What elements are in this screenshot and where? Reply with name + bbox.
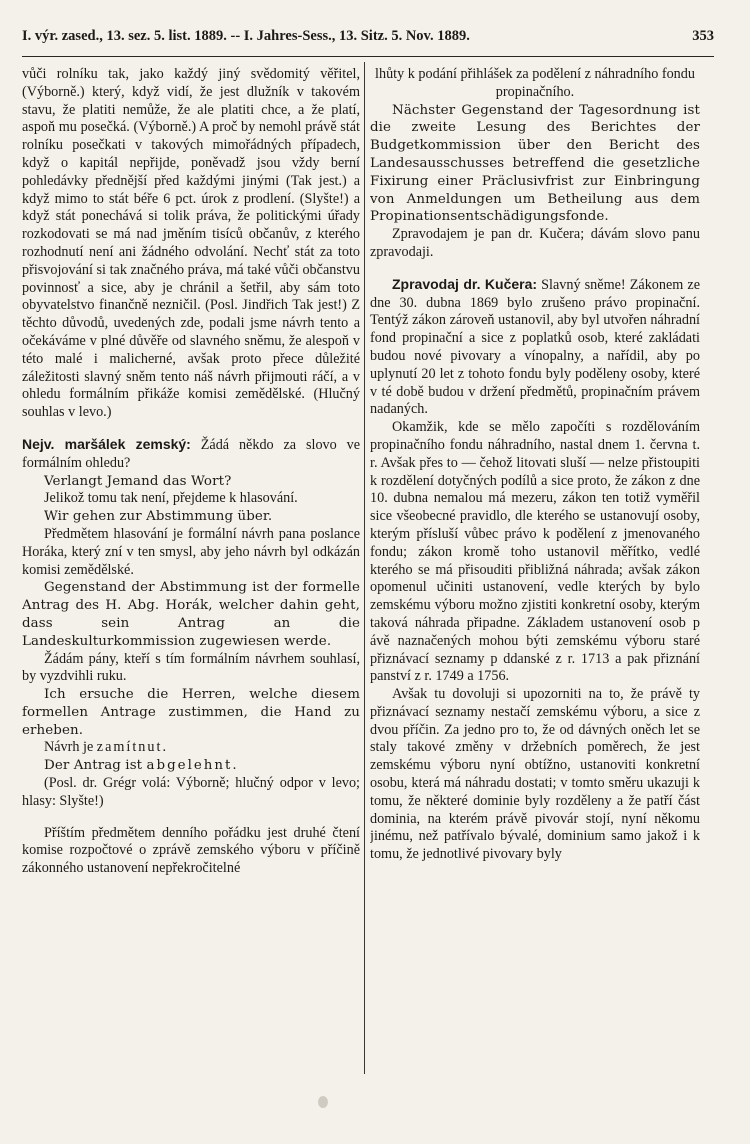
speaker-name: Nejv. maršálek zemský: — [22, 435, 191, 452]
result-label: Návrh je — [44, 739, 94, 756]
page-header — [22, 28, 714, 50]
paragraph: Zpravodajem je pan dr. Kučera; dávám slovo panu zpravodaji. — [370, 226, 700, 260]
result-label: Der Antrag ist — [44, 758, 143, 774]
paragraph-german: Nächster Gegenstand der Tagesordnung ist die zweite Lesung des Berichtes der Budgetkommission über den Bericht des Landesausschusses betreffend die gesetzliche Fixirung einer Präclusivfrist zur Einbringung von Anmeldungen um Betheilung aus dem Propinationsentschädigungsfonde. — [370, 102, 700, 225]
left-column — [22, 66, 360, 1084]
ink-smudge — [318, 1096, 328, 1108]
paragraph: Předmětem hlasování je formální návrh pana poslance Horáka, který zní v ten smysl, aby jeho návrh byl odkázán komisi zemědělské. — [22, 525, 360, 578]
paragraph-german: Verlangt Jemand das Wort? — [44, 473, 232, 489]
paragraph-german: Ich ersuche die Herren, welche diesem formellen Antrage zustimmen, die Hand zu erheben. — [22, 687, 360, 738]
column-divider — [364, 62, 365, 1074]
right-column — [370, 66, 700, 1084]
paragraph: vůči rolníku tak, jako každý jiný svědomitý věřitel, (Výborně.) který, když vidí, že jest dlužník v takovém stavu, že platiti nemůže, že ale platiti chce, a že platí, aspoň mu posečká. (Výborně.) A proč by nemohl právě stát rolníku posečkati v takových mimořádných případech, když o kapitál nepřijde, poněvadž jsou vždy berní pohledávky přednější před každými jinými (Tak jest.) a když mimo to stát béře 6 pct. úrok z prodlení. (Slyšte!) a když stát ponechává si tolik práva, že politickými úřady rozkodovati se má nad jměním tisíců občanův, z kterého rozhodnutí není ani žádného odvolání. Nechť stát za toto přisvojování si tak značného práva, má také vůči občanstvu povinnosť a sice, aby je chránil a šetřil, aby sám toto obyvatelstvo finančně nezničil. (Posl. Jindřich Tak jest!) Z těchto důvodů, uvedených zde, podali jsme návrh tento a očekáváme v plné důvěře od slavného sněmu, že alespoň v této malé i malicherné, avšak proto přece důležité záležitosti slavný sněm tento náš návrh přijmouti ráčí, a v ohledu formálním přikáže komisi zemědělské. (Hlučný souhlas v levo.) — [22, 66, 360, 421]
paragraph — [22, 739, 360, 757]
paragraph-german — [22, 757, 360, 775]
speaker-name: Zpravodaj dr. Kučera: — [392, 275, 538, 292]
paragraph-german: Wir gehen zur Abstimmung über. — [44, 509, 273, 525]
page-number: 353 — [692, 28, 714, 44]
result-value: abgelehnt. — [146, 758, 239, 774]
speech-text: Žádá někdo za slovo ve formálním ohledu? — [22, 436, 360, 471]
paragraph: Okamžik, kde se mělo započíti s rozdělováním propinačního fondu náhradního, nastal dnem 1. června t. r. Avšak přes to — čehož litovati sluší — nelze přistoupiti k rozdělení dotyčných podílů a sice proto, že zákon z dne 10. dubna nemalou má mezeru, zákon ten totiž vyměřil sice všeobecné pravidlo, dle kterého se ustanovují osoby, kterým přísluší vůbec právo k podělení z jmenovaného fondu; zákon kromě toho ustanovil měřítko, vedlé kterého se má přisouditi přibližná náhrada; avšak zákon opomenul učiniti ustanovení, vedle kterých by bylo zemskému výboru možno zjistiti konkretní osoby, kterým taková náhrada připadne. Základem ustanovení osob p ávě naznačených mohou býti zemskému výboru staré přiznávací seznamy p ddanské z r. 1713 a pak přiznání panství z r. 1749 a 1756. — [370, 419, 700, 685]
header-session-info: I. výr. zased., 13. sez. 5. list. 1889. -- I. Jahres-Sess., 13. Sitz. 5. Nov. 1889. — [22, 28, 470, 44]
speech-text: Slavný sněme! Zákonem ze dne 30. dubna 1869 bylo zrušeno právo propinační. Tentýž zákon zároveň ustanovil, aby byl utvořen náhradní fond propinační a sice z poplatků osob, které zakládati budou nové pivovary a vínopalny, a nařídil, aby po uplynutí 20 let z tohoto fondu byly poděleny osoby, které v té době budou v držení předmětů, propinačním právem nadaných. — [370, 276, 700, 418]
paragraph-german: Gegenstand der Abstimmung ist der formelle Antrag des H. Abg. Horák, welcher dahin geht, dass sein Antrag an die Landeskulturkommission zugewiesen werde. — [22, 580, 360, 649]
paragraph: Avšak tu dovoluji si upozorniti na to, že právě ty přiznávací seznamy nestačí zemskému výboru, a sice z dvou příčin. Za jedno pro to, že od dávných oněch let se staly takové změny v držebních poměrech, že jest zemskému výboru nyní obtížno, ustanoviti konkretní osobu, která má náhradu dostati; v tomto směru ukazuji k tomu, že některé dominie byly rozděleny a že patří část dominia, na kterém právě pivovár stojí, nyní někomu jinému, než patřívalo bývalé, dominium samo jakož i k tomu, že jednotlivé pivovary byly — [370, 686, 700, 863]
paragraph: (Posl. dr. Grégr volá: Výborně; hlučný odpor v levo; hlasy: Slyšte!) — [22, 775, 360, 809]
result-value: zamítnut. — [96, 739, 168, 756]
paragraph: Příštím předmětem denního pořádku jest druhé čtení komise rozpočtové o zprávě zemského výboru v příčině zákonného ustanovení nepřekročitelné — [22, 824, 360, 877]
paragraph: Žádám pány, kteří s tím formálním návrhem souhlasí, by vyzdvihli ruku. — [22, 650, 360, 685]
paragraph: Jelikož tomu tak není, přejdeme k hlasování. — [44, 490, 298, 507]
paragraph — [370, 276, 700, 419]
header-rule — [22, 56, 714, 57]
paragraph: lhůty k podání přihlášek za podělení z náhradního fondu propinačního. — [375, 66, 695, 100]
paragraph — [22, 436, 360, 473]
